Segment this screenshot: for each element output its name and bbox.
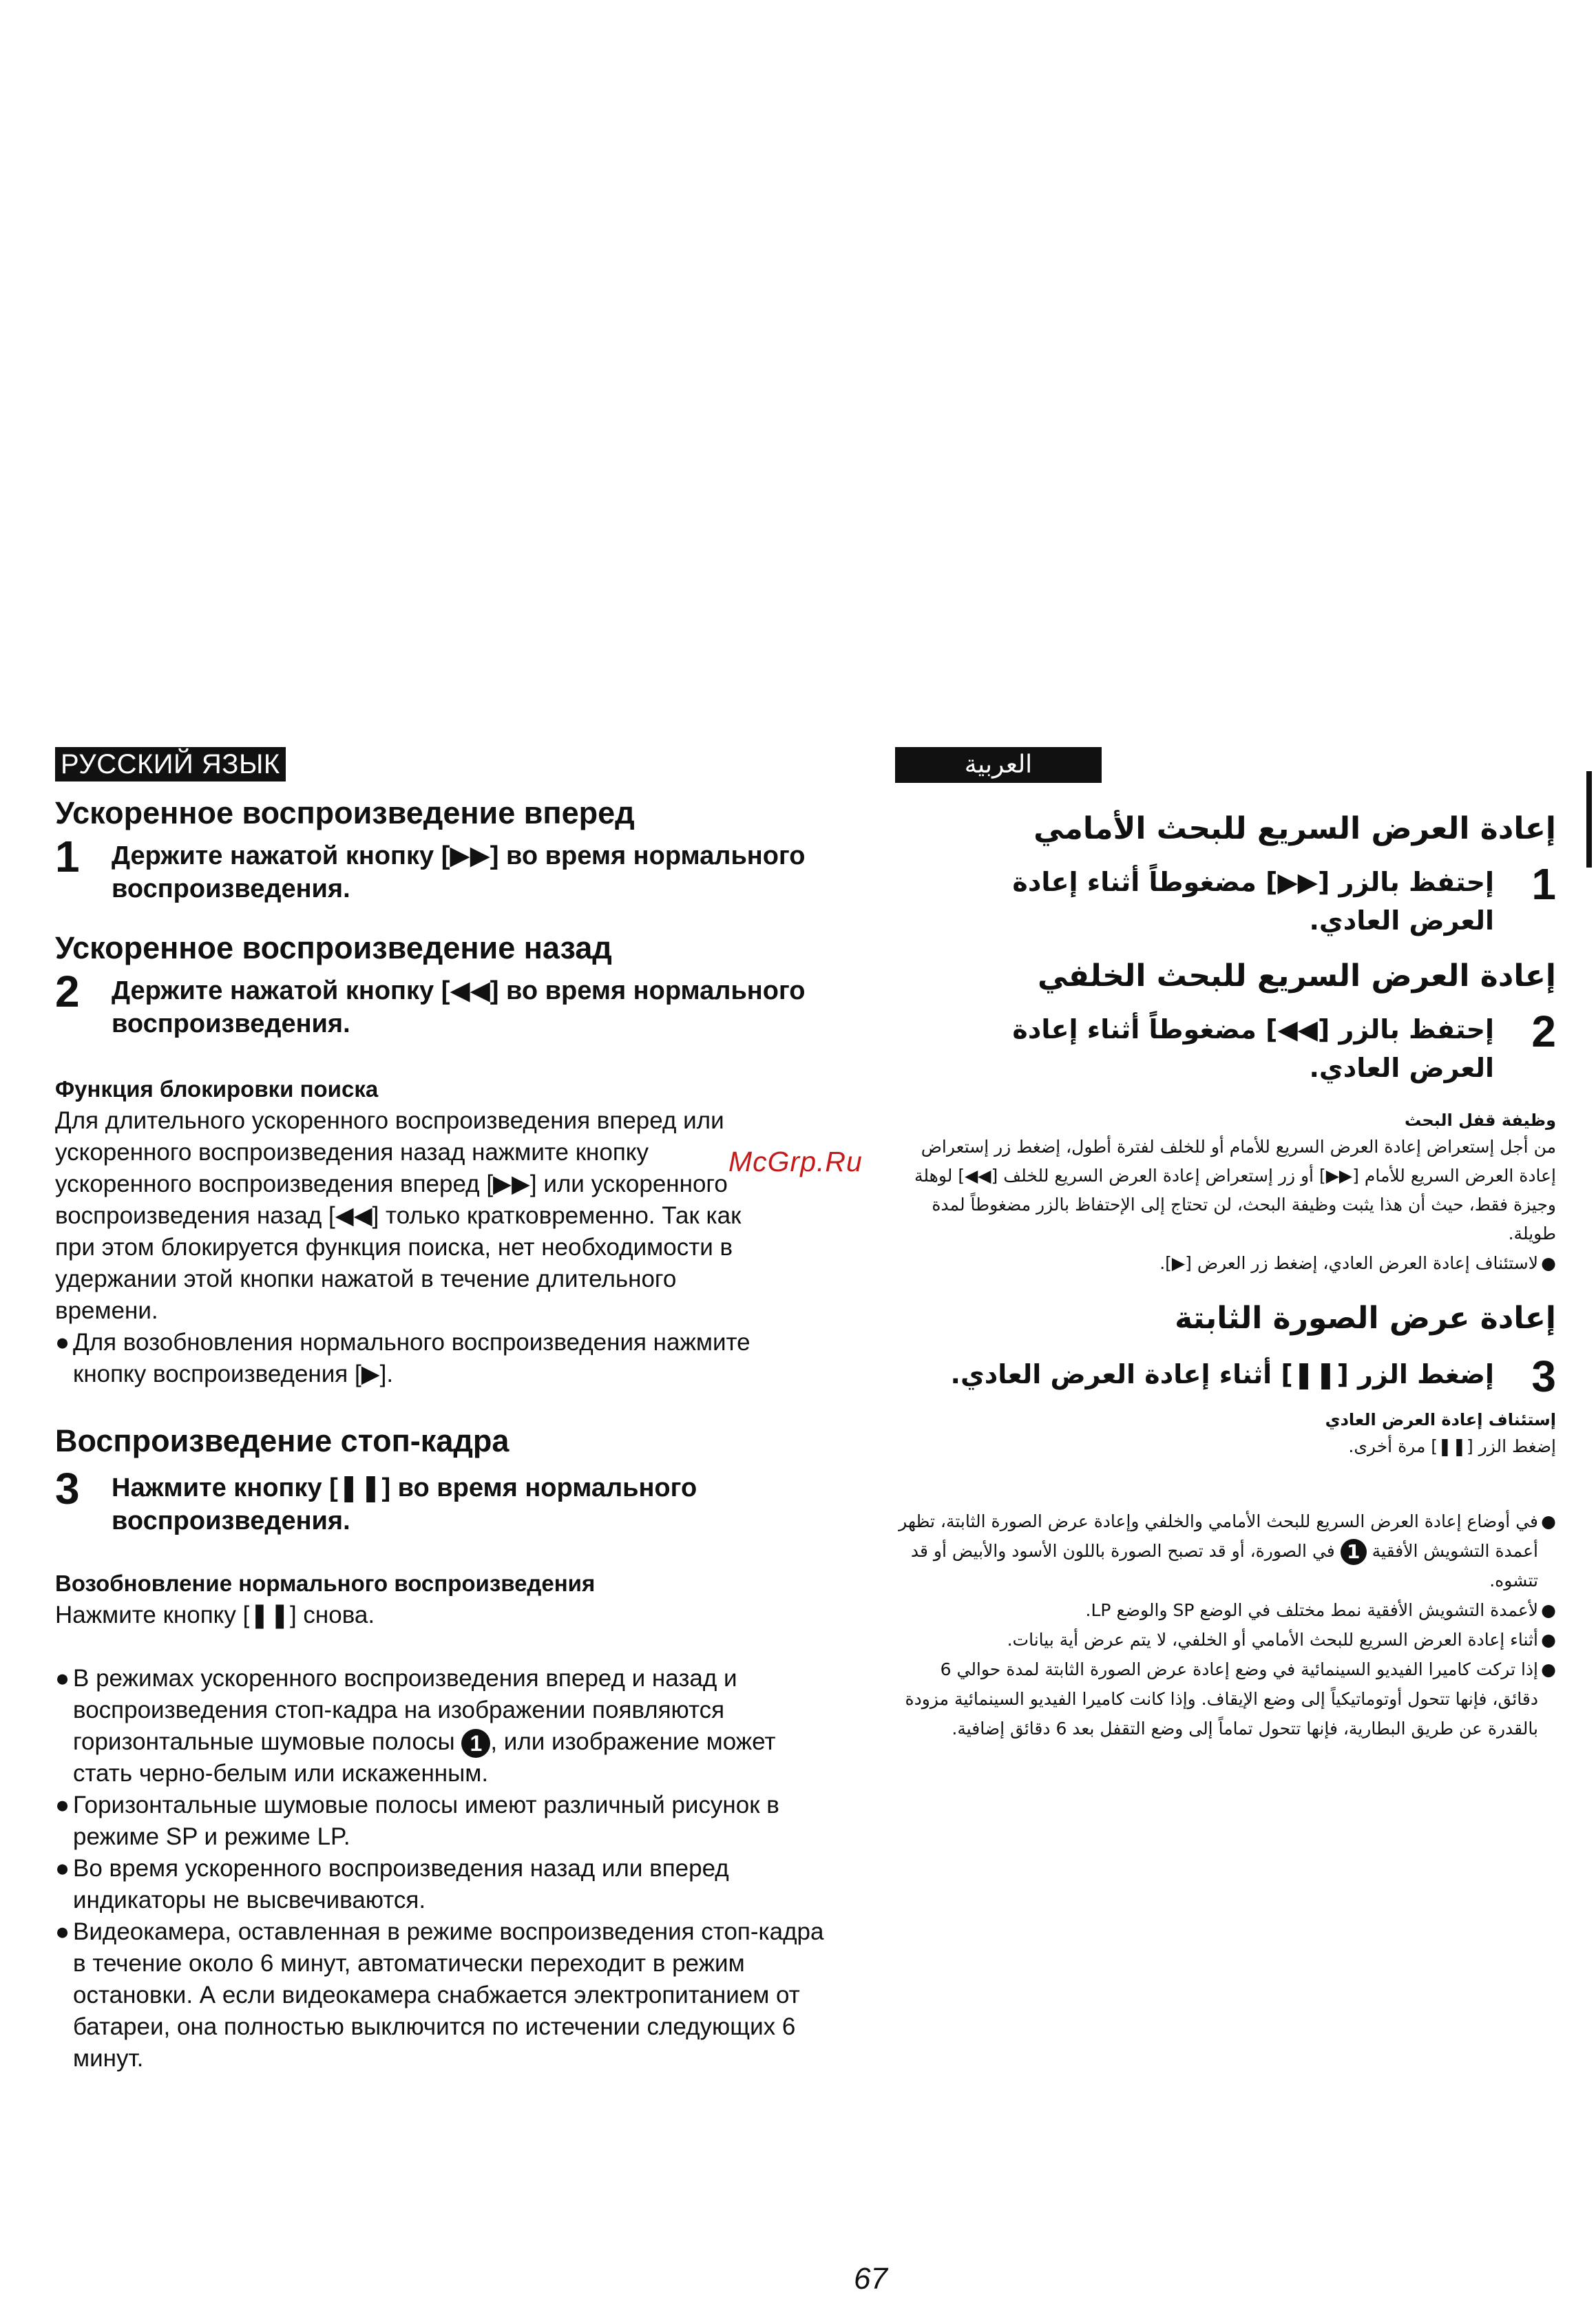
step-text: إضغط الزر [❚❚] أثناء إعادة العرض العادي. <box>950 1359 1494 1389</box>
note-text-part: , или изображение может стать черно-белым или искаженным. <box>73 1728 776 1787</box>
note-text: Во время ускоренного воспроизведения назад или вперед индикаторы не высвечиваются. <box>73 1855 729 1913</box>
ar-resume-title: إستئناف إعادة العرض العادي <box>1325 1410 1556 1429</box>
note-text-part: В режимах ускоренного воспроизведения вперед и назад и воспроизведения стоп-кадра на изображении появляются горизонтальные шумовые полосы <box>73 1665 737 1755</box>
bullet-dot: ● <box>1541 1630 1556 1650</box>
note-item <box>895 1625 1556 1655</box>
ar-resume-text: إضغط الزر [❚❚] مرة أخرى. <box>1348 1436 1556 1456</box>
ar-search-lock-bullet <box>895 1248 1556 1278</box>
search-lock-bullet <box>55 1327 799 1390</box>
ar-notes-list <box>895 1507 1556 1743</box>
still-step <box>55 1464 847 1538</box>
russian-column <box>55 747 847 2075</box>
search-lock-title: Функция блокировки поиска <box>55 1076 379 1102</box>
ar-ff-step <box>895 859 1556 940</box>
russian-language-badge: РУССКИЙ ЯЗЫК <box>55 747 286 781</box>
search-lock-text: Для длительного ускоренного воспроизведения вперед или ускоренного воспроизведения назад нажмите кнопку ускоренного воспроизведения вперед [▶▶] или ускоренного воспроизведения назад [◀◀] только кратковременно. Так как при этом блокируется функция поиска, нет необходимости в удержании этой кнопки нажатой в течение длительного времени. <box>55 1107 742 1324</box>
callout-number-icon: 1 <box>461 1729 490 1758</box>
page-edge-tab <box>1586 771 1592 868</box>
note-item <box>895 1655 1556 1743</box>
callout-number-icon: 1 <box>1341 1539 1367 1565</box>
bullet-dot: ● <box>1541 1253 1556 1273</box>
bullet-text: لاستئناف إعادة العرض العادي، إضغط زر العرض [▶]. <box>1159 1253 1538 1273</box>
note-text: Горизонтальные шумовые полосы имеют различный рисунок в режиме SP и режиме LP. <box>73 1792 779 1850</box>
bullet-dot: ● <box>55 1918 70 1945</box>
note-item <box>55 1790 826 1853</box>
step-number: 2 <box>55 967 80 1016</box>
resume-title: Возобновление нормального воспроизведения <box>55 1571 596 1596</box>
watermark: McGrp.Ru <box>728 1146 863 1177</box>
note-item <box>55 1916 826 2075</box>
ff-step <box>55 832 847 905</box>
ar-search-lock-text: من أجل إستعراض إعادة العرض السريع للأمام أو للخلف لفترة أطول، إضغط زر إستعراض إعادة العرض السريع للأمام [▶▶] أو زر إستعراض إعادة العرض السريع للخلف [◀◀] لوهلة وجيزة فقط، حيث أن هذا يثبت وظيفة البحث، لن تحتاج إلى الإحتفاظ بالزر مضغوطاً لمدة طويلة. <box>914 1137 1556 1244</box>
bullet-dot: ● <box>55 1855 70 1882</box>
bullet-dot: ● <box>1541 1511 1556 1531</box>
arabic-language-badge: العربية <box>895 747 1102 783</box>
ar-search-lock-title: وظيفة قفل البحث <box>1404 1111 1556 1130</box>
step-number: 3 <box>55 1464 80 1513</box>
bullet-dot: ● <box>1541 1659 1556 1679</box>
note-text: Видеокамера, оставленная в режиме воспроизведения стоп-кадра в течение около 6 минут, автоматически переходит в режим остановки. А если видеокамера снабжается электропитанием от батареи, она полностью выключится по истечении следующих 6 минут. <box>73 1918 824 2072</box>
bullet-dot: ● <box>55 1329 70 1356</box>
note-text-part: في أوضاع إعادة العرض السريع للبحث الأمامي والخلفي وإعادة عرض الصورة الثابتة، تظهر أعمدة التشويش الأفقية <box>899 1511 1538 1561</box>
ar-still-step <box>895 1352 1556 1401</box>
step-text: إحتفظ بالزر [▶▶] مضغوطاً أثناء إعادة العرض العادي. <box>1012 867 1494 936</box>
step-text: Держите нажатой кнопку [▶▶] во время нормального воспроизведения. <box>112 841 806 903</box>
step-text: إحتفظ بالزر [◀◀] مضغوطاً أثناء إعادة العرض العادي. <box>1012 1014 1494 1083</box>
rew-section-title: Ускоренное воспроизведение назад <box>55 930 612 965</box>
note-item <box>55 1663 826 1790</box>
step-number: 1 <box>1531 859 1556 909</box>
ar-rew-step <box>895 1007 1556 1087</box>
bullet-text: Для возобновления нормального воспроизведения нажмите кнопку воспроизведения [▶]. <box>73 1329 750 1387</box>
step-number: 1 <box>55 832 80 881</box>
note-item <box>55 1853 826 1916</box>
note-text <box>73 1663 826 1790</box>
bullet-dot: ● <box>1541 1600 1556 1620</box>
notes-list <box>55 1663 826 2075</box>
note-text-part: في الصورة، أو قد تصبح الصورة باللون الأسود والأبيض أو قد تتشوه. <box>910 1541 1538 1591</box>
rew-step <box>55 967 847 1040</box>
bullet-dot: ● <box>55 1665 70 1692</box>
page-number: 67 <box>854 2262 888 2296</box>
step-number: 2 <box>1531 1007 1556 1056</box>
note-text <box>895 1507 1538 1595</box>
ar-still-section-title: إعادة عرض الصورة الثابتة <box>1175 1301 1556 1336</box>
step-number: 3 <box>1531 1352 1556 1401</box>
step-text: Нажмите кнопку [❚❚] во время нормального воспроизведения. <box>112 1473 697 1535</box>
note-item <box>895 1595 1556 1625</box>
still-section-title: Воспроизведение стоп-кадра <box>55 1423 510 1458</box>
note-item <box>895 1507 1556 1595</box>
ar-rew-section-title: إعادة العرض السريع للبحث الخلفي <box>1037 958 1556 994</box>
note-text: لأعمدة التشويش الأفقية نمط مختلف في الوضع SP والوضع LP. <box>1085 1600 1538 1620</box>
step-text: Держите нажатой кнопку [◀◀] во время нормального воспроизведения. <box>112 976 806 1038</box>
ar-ff-section-title: إعادة العرض السريع للبحث الأمامي <box>1033 811 1556 846</box>
arabic-column <box>895 747 1556 1743</box>
note-text: أثناء إعادة العرض السريع للبحث الأمامي أو الخلفي، لا يتم عرض أية بيانات. <box>1007 1630 1538 1650</box>
resume-text: Нажмите кнопку [❚❚] снова. <box>55 1602 375 1628</box>
note-text: إذا تركت كاميرا الفيديو السينمائية في وضع إعادة عرض الصورة الثابتة لمدة حوالي 6 دقائق، فإنها تتحول أوتوماتيكياً إلى وضع الإيقاف. وإذا كانت كاميرا الفيديو السينمائية مزودة بالقدرة عن طريق البطارية، فإنها تتحول تماماً إلى وضع التقفل بعد 6 دقائق إضافية. <box>905 1659 1538 1739</box>
bullet-dot: ● <box>55 1792 70 1818</box>
ff-section-title: Ускоренное воспроизведение вперед <box>55 795 635 830</box>
